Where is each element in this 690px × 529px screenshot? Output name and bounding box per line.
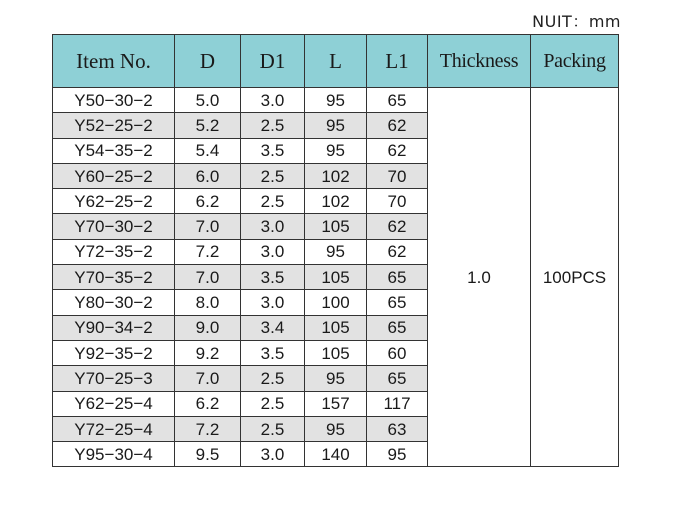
cell-l1: 117: [367, 391, 428, 416]
cell-l: 157: [305, 391, 367, 416]
header-item-no: Item No.: [53, 35, 175, 88]
cell-d1: 3.0: [241, 214, 305, 239]
header-l: L: [305, 35, 367, 88]
cell-d1: 3.4: [241, 315, 305, 340]
cell-thickness: 1.0: [428, 88, 531, 467]
cell-l: 100: [305, 290, 367, 315]
cell-d1: 3.0: [241, 442, 305, 467]
cell-l1: 62: [367, 214, 428, 239]
cell-item-no: Y95−30−4: [53, 442, 175, 467]
cell-item-no: Y70−25−3: [53, 366, 175, 391]
cell-item-no: Y52−25−2: [53, 113, 175, 138]
cell-l1: 70: [367, 189, 428, 214]
cell-item-no: Y62−25−2: [53, 189, 175, 214]
table-header: [53, 35, 619, 88]
cell-d1: 3.5: [241, 340, 305, 365]
cell-item-no: Y62−25−4: [53, 391, 175, 416]
cell-d: 5.4: [175, 138, 241, 163]
header-thickness: Thickness: [428, 35, 531, 88]
cell-d1: 2.5: [241, 189, 305, 214]
cell-l1: 62: [367, 239, 428, 264]
cell-l1: 60: [367, 340, 428, 365]
cell-l1: 65: [367, 315, 428, 340]
cell-packing: 100PCS: [531, 88, 619, 467]
cell-l1: 62: [367, 113, 428, 138]
cell-l1: 65: [367, 366, 428, 391]
cell-l: 105: [305, 315, 367, 340]
cell-l1: 62: [367, 138, 428, 163]
cell-l: 102: [305, 163, 367, 188]
cell-d: 5.2: [175, 113, 241, 138]
cell-l: 105: [305, 340, 367, 365]
cell-d: 6.2: [175, 391, 241, 416]
cell-l: 95: [305, 88, 367, 113]
cell-l1: 63: [367, 416, 428, 441]
cell-l1: 65: [367, 88, 428, 113]
cell-l: 95: [305, 113, 367, 138]
cell-d1: 2.5: [241, 113, 305, 138]
cell-l: 105: [305, 265, 367, 290]
cell-d: 9.2: [175, 340, 241, 365]
table-body: [53, 88, 619, 467]
header-d: D: [175, 35, 241, 88]
cell-item-no: Y70−35−2: [53, 265, 175, 290]
header-l1: L1: [367, 35, 428, 88]
cell-d: 7.0: [175, 366, 241, 391]
header-row: [53, 35, 619, 88]
cell-d: 7.0: [175, 265, 241, 290]
cell-l: 95: [305, 239, 367, 264]
header-d1: D1: [241, 35, 305, 88]
cell-l: 140: [305, 442, 367, 467]
cell-item-no: Y80−30−2: [53, 290, 175, 315]
unit-note: NUIT：mm: [532, 12, 621, 31]
cell-l1: 65: [367, 290, 428, 315]
cell-l: 95: [305, 138, 367, 163]
cell-d1: 2.5: [241, 163, 305, 188]
cell-d: 9.5: [175, 442, 241, 467]
cell-d1: 3.5: [241, 265, 305, 290]
cell-d: 6.2: [175, 189, 241, 214]
cell-d1: 3.0: [241, 239, 305, 264]
cell-d1: 3.0: [241, 290, 305, 315]
cell-d1: 2.5: [241, 416, 305, 441]
cell-d: 9.0: [175, 315, 241, 340]
cell-l: 102: [305, 189, 367, 214]
cell-l1: 95: [367, 442, 428, 467]
cell-l: 105: [305, 214, 367, 239]
cell-d: 6.0: [175, 163, 241, 188]
cell-item-no: Y60−25−2: [53, 163, 175, 188]
cell-l: 95: [305, 366, 367, 391]
cell-d1: 2.5: [241, 366, 305, 391]
cell-d: 5.0: [175, 88, 241, 113]
cell-item-no: Y72−25−4: [53, 416, 175, 441]
cell-d: 7.0: [175, 214, 241, 239]
cell-item-no: Y90−34−2: [53, 315, 175, 340]
table-row: [53, 88, 619, 113]
cell-d1: 3.0: [241, 88, 305, 113]
cell-item-no: Y50−30−2: [53, 88, 175, 113]
cell-d: 7.2: [175, 416, 241, 441]
cell-item-no: Y92−35−2: [53, 340, 175, 365]
cell-d: 8.0: [175, 290, 241, 315]
cell-l1: 65: [367, 265, 428, 290]
header-packing: Packing: [531, 35, 619, 88]
cell-d: 7.2: [175, 239, 241, 264]
spec-table: [52, 34, 619, 467]
cell-d1: 2.5: [241, 391, 305, 416]
cell-item-no: Y54−35−2: [53, 138, 175, 163]
cell-l1: 70: [367, 163, 428, 188]
cell-d1: 3.5: [241, 138, 305, 163]
cell-l: 95: [305, 416, 367, 441]
cell-item-no: Y70−30−2: [53, 214, 175, 239]
cell-item-no: Y72−35−2: [53, 239, 175, 264]
